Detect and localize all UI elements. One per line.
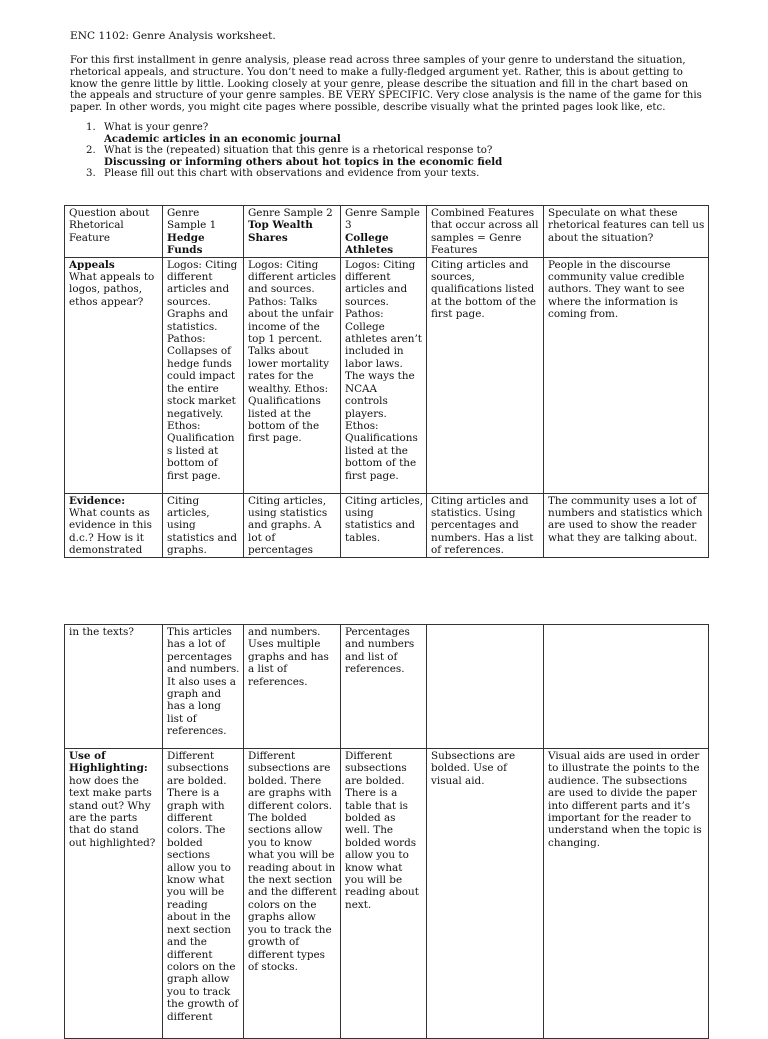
- header-cell: [163, 206, 244, 258]
- table-cell: Logos: Citing different articles and sources. Graphs and statistics. Pathos: Collapses of hedge funds could impact the entire stock market negatively. Ethos: Qualification s listed at bottom of first page.: [163, 257, 244, 493]
- table-cell: Subsections are bolded. Use of visual aid.: [427, 749, 544, 1039]
- table-cell: Citing articles and sources, qualifications listed at the bottom of the first page.: [427, 257, 544, 493]
- table-cell: Citing articles, using statistics and graphs.: [163, 493, 244, 557]
- instructions-paragraph: For this first installment in genre analysis, please read across three samples of your genre to understand the situation, rhetorical appeals, and structure. You don’t need to make a fully-fledged argument yet. Rather, this is about getting to know the genre little by little. Looking closely at your genre, please describe the situation and fill in the chart based on the appeals and structure of your genre samples. BE VERY SPECIFIC. Very close analysis is the name of the game for this paper. In other words, you might cite pages where possible, describe visually what the printed pages look like, etc.: [70, 55, 702, 114]
- table-header-row: [65, 206, 709, 258]
- question-text: Please fill out this chart with observations and evidence from your texts.: [104, 168, 480, 180]
- table-row: [65, 749, 709, 1039]
- table-cell: This articles has a lot of percentages and numbers. It also uses a graph and has a long list of references.: [163, 625, 244, 749]
- header-cell: [65, 206, 163, 258]
- table-cell: Different subsections are bolded. There are graphs with different colors. The bolded sections allow you to know what you will be reading about in the next section and the different colors on the graphs allow you to track the growth of different types of stocks.: [244, 749, 341, 1039]
- question-item: [70, 145, 690, 168]
- row-label: Appeals: [69, 258, 115, 271]
- question-item: [70, 168, 690, 180]
- table-cell: Different subsections are bolded. There is a table that is bolded as well. The bolded words allow you to know what you will be reading about next.: [341, 749, 427, 1039]
- header-cell: [244, 206, 341, 258]
- sample-title: Hedge Funds: [167, 231, 205, 257]
- table-cell: Citing articles, using statistics and graphs. A lot of percentages: [244, 493, 341, 557]
- row-question: how does the text make parts stand out? Why are the parts that do stand out highlighted?: [69, 774, 156, 849]
- table-cell: Visual aids are used in order to illustrate the points to the audience. The subsections are used to divide the paper into different parts and it’s important for the reader to understand when the topic is changing.: [544, 749, 709, 1039]
- header-cell: [427, 206, 544, 258]
- row-label-cell: [65, 493, 163, 557]
- question-list: [70, 122, 690, 180]
- question-number: 2.: [86, 145, 96, 157]
- header-cell: [544, 206, 709, 258]
- header-text: Combined Features that occur across all samples = Genre Features: [431, 207, 539, 257]
- row-label: Use of Highlighting:: [69, 750, 148, 775]
- header-cell: [341, 206, 427, 258]
- question-number: 1.: [86, 122, 96, 133]
- row-label: Evidence:: [69, 494, 126, 507]
- table-cell: People in the discourse community value credible authors. They want to see where the information is coming from.: [544, 257, 709, 493]
- table-cell: [544, 625, 709, 749]
- question-text: What is the (repeated) situation that this genre is a rhetorical response to?: [104, 145, 493, 157]
- table-cell: Citing articles and statistics. Using percentages and numbers. Has a list of references.: [427, 493, 544, 557]
- table-cell: Different subsections are bolded. There is a graph with different colors. The bolded sections allow you to know what you will be reading about in the next section and the different colors on the graph allow you to track the growth of different: [163, 749, 244, 1039]
- table-cell: Logos: Citing different articles and sources. Pathos: Talks about the unfair income of the top 1 percent. Talks about lower mortality rates for the wealthy. Ethos: Qualifications listed at the bottom of the first page.: [244, 257, 341, 493]
- row-label-cell: [65, 749, 163, 1039]
- sample-title: College Athletes: [345, 231, 394, 257]
- table-cell: The community uses a lot of numbers and statistics which are used to show the reader what they are talking about.: [544, 493, 709, 557]
- table-row: [65, 257, 709, 493]
- question-text: What is your genre?: [104, 122, 209, 133]
- table-cell: Citing articles, using statistics and tables.: [341, 493, 427, 557]
- question-answer: Academic articles in an economic journal: [104, 132, 341, 145]
- header-text: Genre Sample 1: [167, 207, 217, 232]
- table-cell: [427, 625, 544, 749]
- header-text: Question about Rhetorical Feature: [69, 207, 150, 244]
- genre-analysis-table: [64, 205, 709, 558]
- table-row: [65, 625, 709, 749]
- header-text: Genre Sample 3: [345, 207, 420, 232]
- question-number: 3.: [86, 168, 96, 180]
- row-question: What appeals to logos, pathos, ethos appear?: [69, 271, 155, 308]
- header-text: Genre Sample 2: [248, 207, 333, 219]
- row-question: What counts as evidence in this d.c.? How is it demonstrated: [69, 507, 152, 557]
- genre-analysis-table-continued: [64, 624, 709, 1039]
- header-text: Speculate on what these rhetorical features can tell us about the situation?: [548, 207, 705, 244]
- table-cell: Logos: Citing different articles and sources. Pathos: College athletes aren’t included in labor laws. The ways the NCAA controls players. Ethos: Qualifications listed at the bottom of the first page.: [341, 257, 427, 493]
- table-cell: Percentages and numbers and list of references.: [341, 625, 427, 749]
- table-cell: and numbers. Uses multiple graphs and has a list of references.: [244, 625, 341, 749]
- question-item: [70, 122, 690, 145]
- sample-title: Top Wealth Shares: [248, 219, 313, 244]
- table-row: [65, 493, 709, 557]
- question-answer: Discussing or informing others about hot topics in the economic field: [104, 155, 503, 168]
- document-title: ENC 1102: Genre Analysis worksheet.: [70, 30, 276, 42]
- row-label-cell: [65, 257, 163, 493]
- row-label-cell: in the texts?: [65, 625, 163, 749]
